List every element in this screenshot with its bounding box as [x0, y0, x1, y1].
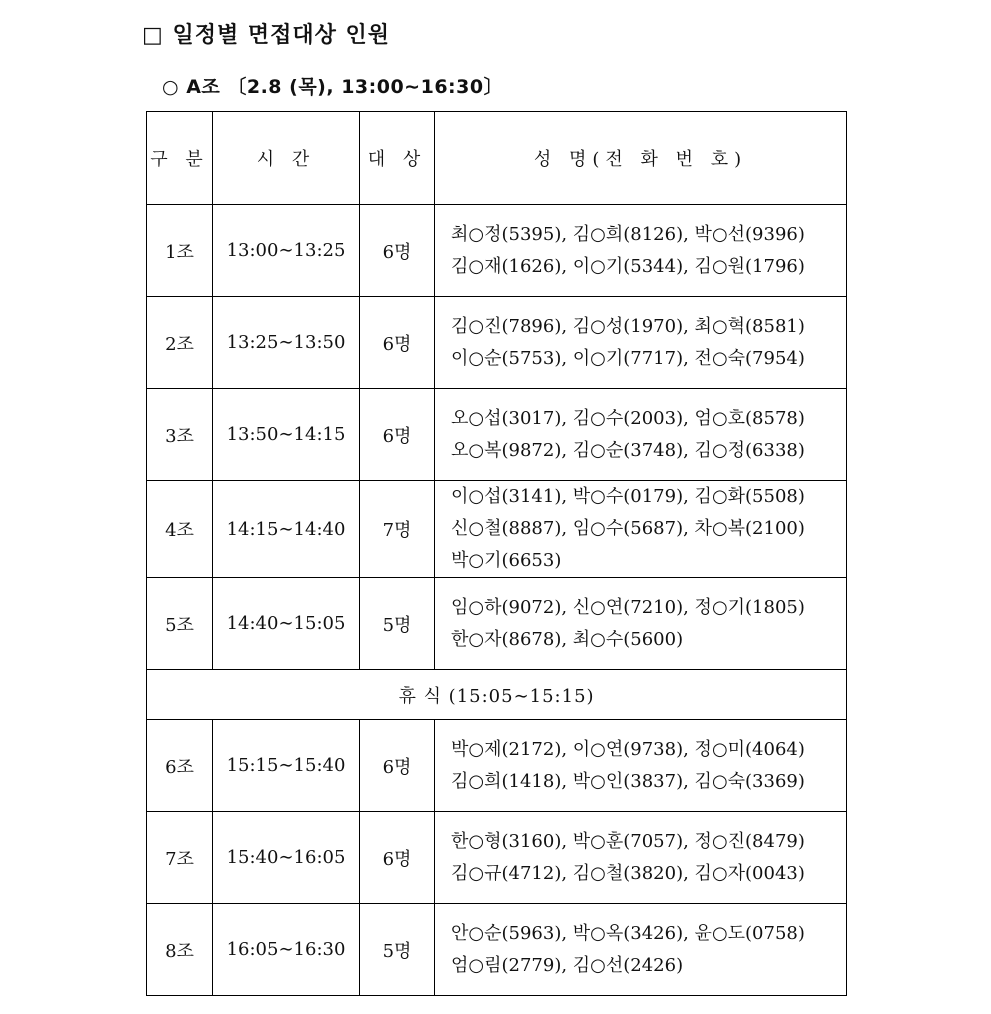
header-time: 시 간	[213, 112, 360, 205]
interview-schedule-table	[146, 111, 847, 996]
count-cell: 6명	[360, 720, 435, 812]
count-cell: 7명	[360, 481, 435, 578]
table-row	[147, 720, 847, 812]
table-row	[147, 205, 847, 297]
group-cell: 6조	[147, 720, 213, 812]
time-cell: 14:40∼15:05	[213, 578, 360, 670]
count-cell: 6명	[360, 389, 435, 481]
header-names: 성 명(전 화 번 호)	[435, 112, 847, 205]
count-cell: 6명	[360, 297, 435, 389]
header-row	[147, 112, 847, 205]
names-cell: 이○섭(3141), 박○수(0179), 김○화(5508) 신○철(8887), 임○수(5687), 차○복(2100) 박○기(6653)	[435, 481, 847, 578]
group-cell: 3조	[147, 389, 213, 481]
header-group: 구 분	[147, 112, 213, 205]
time-cell: 13:25∼13:50	[213, 297, 360, 389]
time-cell: 13:00∼13:25	[213, 205, 360, 297]
names-cell: 김○진(7896), 김○성(1970), 최○혁(8581) 이○순(5753), 이○기(7717), 전○숙(7954)	[435, 297, 847, 389]
group-cell: 7조	[147, 812, 213, 904]
names-cell: 안○순(5963), 박○옥(3426), 윤○도(0758) 엄○림(2779), 김○선(2426)	[435, 904, 847, 996]
count-cell: 5명	[360, 578, 435, 670]
names-cell: 오○섭(3017), 김○수(2003), 엄○호(8578) 오○복(9872), 김○순(3748), 김○정(6338)	[435, 389, 847, 481]
count-cell: 6명	[360, 812, 435, 904]
page-title: □ 일정별 면접대상 인원	[142, 22, 391, 48]
break-row	[147, 670, 847, 720]
group-cell: 8조	[147, 904, 213, 996]
group-cell: 2조	[147, 297, 213, 389]
table-row	[147, 904, 847, 996]
time-cell: 13:50∼14:15	[213, 389, 360, 481]
count-cell: 6명	[360, 205, 435, 297]
break-label: 휴 식 (15:05∼15:15)	[147, 670, 847, 720]
table-row	[147, 389, 847, 481]
time-cell: 16:05∼16:30	[213, 904, 360, 996]
group-cell: 4조	[147, 481, 213, 578]
time-cell: 15:15∼15:40	[213, 720, 360, 812]
names-cell: 박○제(2172), 이○연(9738), 정○미(4064) 김○희(1418), 박○인(3837), 김○숙(3369)	[435, 720, 847, 812]
table-row	[147, 481, 847, 578]
table-row	[147, 578, 847, 670]
time-cell: 14:15∼14:40	[213, 481, 360, 578]
time-cell: 15:40∼16:05	[213, 812, 360, 904]
count-cell: 5명	[360, 904, 435, 996]
names-cell: 한○형(3160), 박○훈(7057), 정○진(8479) 김○규(4712), 김○철(3820), 김○자(0043)	[435, 812, 847, 904]
table-row	[147, 297, 847, 389]
names-cell: 최○정(5395), 김○희(8126), 박○선(9396) 김○재(1626), 이○기(5344), 김○원(1796)	[435, 205, 847, 297]
table-row	[147, 812, 847, 904]
group-cell: 5조	[147, 578, 213, 670]
header-count: 대 상	[360, 112, 435, 205]
group-cell: 1조	[147, 205, 213, 297]
session-subtitle: ○ A조 〔2.8 (목), 13:00∼16:30〕	[162, 76, 504, 98]
names-cell: 임○하(9072), 신○연(7210), 정○기(1805) 한○자(8678), 최○수(5600)	[435, 578, 847, 670]
